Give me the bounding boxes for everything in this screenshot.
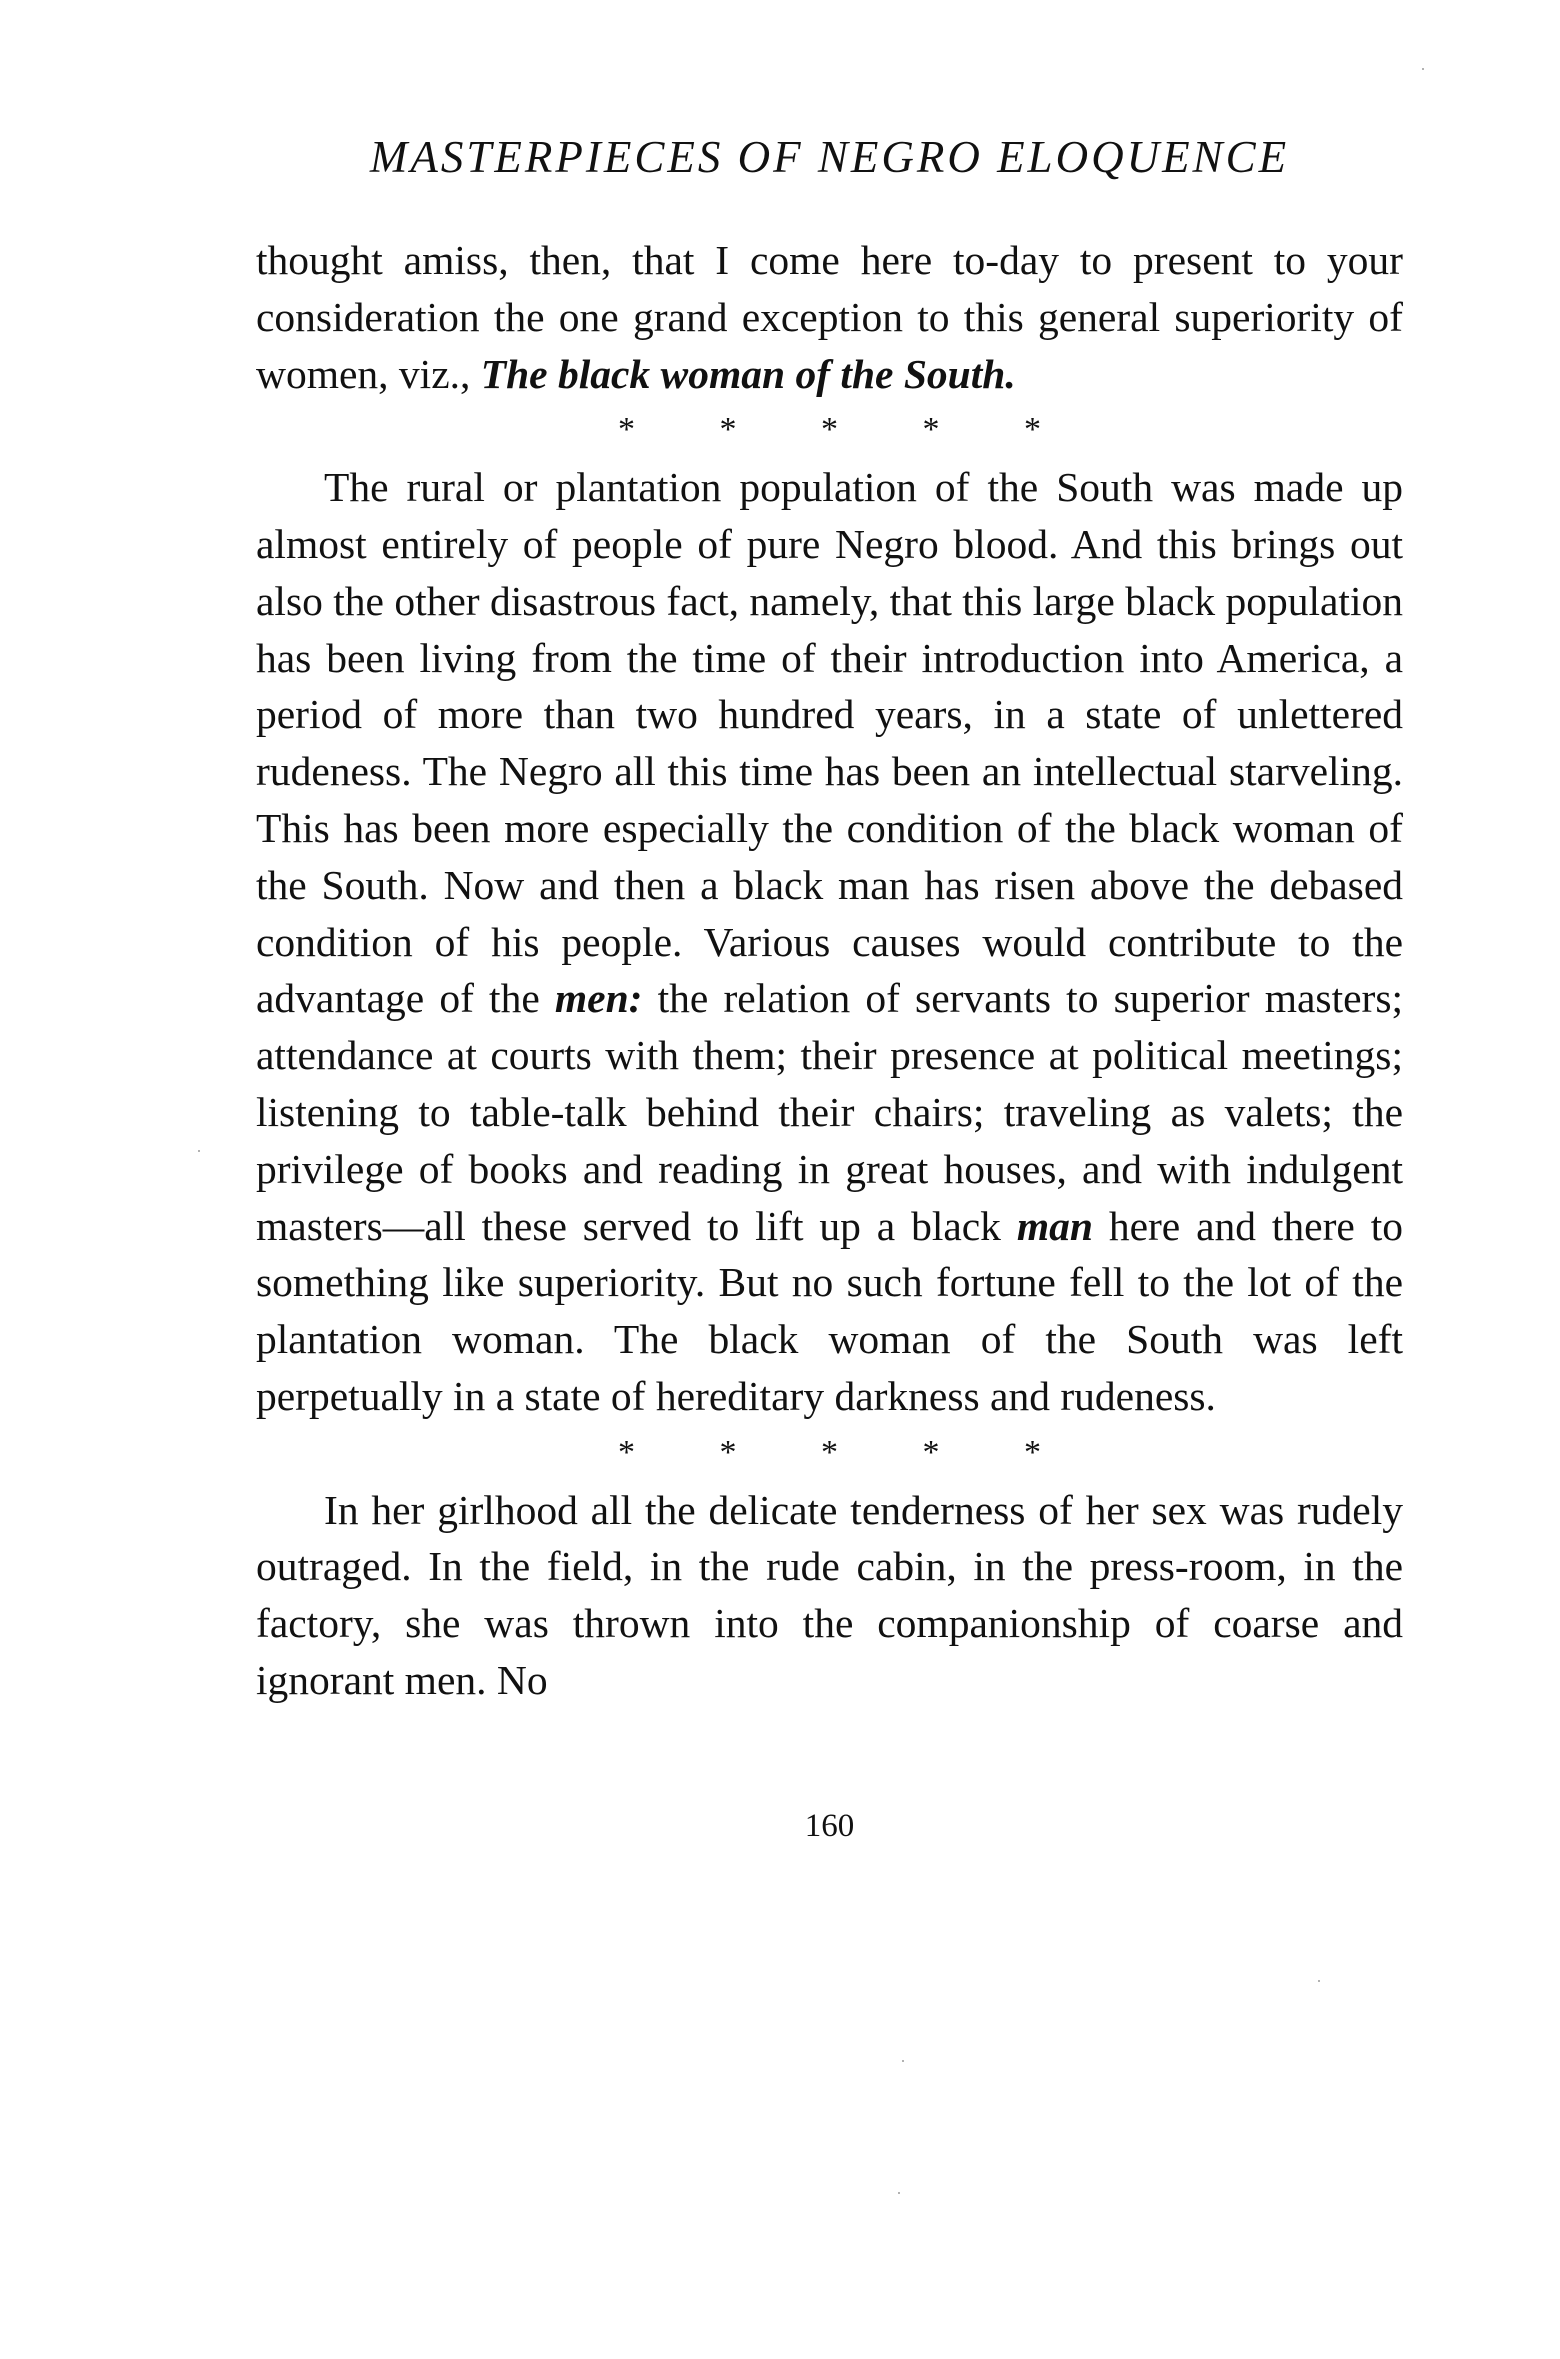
- running-head: MASTERPIECES OF NEGRO ELOQUENCE: [369, 132, 1290, 182]
- scan-speck: [898, 2192, 900, 2194]
- paragraph-text: the relation of servants to superior masters; attendance at courts with them; their presence at political meetings; listening to table-talk behind their chairs; traveling as valets; the privilege of books and reading in great houses, and with indulgent masters—all these served to lift up a black: [256, 975, 1404, 1249]
- page-number: 160: [804, 1808, 855, 1844]
- paragraph-plantation: [256, 459, 1403, 1425]
- paragraph-continued: [256, 232, 1403, 402]
- scan-speck: [1318, 1980, 1320, 1982]
- section-break-stars: * * * * *: [618, 1433, 1079, 1471]
- section-break-stars: * * * * *: [618, 411, 1079, 449]
- paragraph-girlhood: [256, 1482, 1403, 1709]
- emphasis-man: man: [1016, 1202, 1093, 1249]
- body-text: [256, 232, 1403, 1709]
- scan-speck: [902, 2060, 904, 2062]
- emphasis-men: men:: [554, 975, 643, 1022]
- scan-speck: [198, 1150, 200, 1152]
- scan-speck: [1422, 68, 1424, 70]
- emphasis-title: The black woman of the South.: [480, 350, 1016, 397]
- paragraph-text: thought amiss, then, that I come here to-day to present to your consideration the one grand exception to this general superiority of women, viz.,: [256, 237, 1403, 397]
- paragraph-text: here and there to something like superiority. But no such fortune fell to the lot of the plantation woman. The black woman of the South was left perpetually in a state of hereditary darkness and rudeness.: [256, 1202, 1403, 1419]
- paragraph-text: The rural or plantation population of the South was made up almost entirely of people of pure Negro blood. And this brings out also the other disastrous fact, namely, that this large black population has been living from the time of their introduction into America, a period of more than two hundred years, in a state of unlettered rudeness. The Negro all this time has been an intellectual starveling. This has been more especially the condition of the black woman of the South. Now and then a black man has risen above the debased condition of his people. Various causes would contribute to the advantage of the: [256, 464, 1403, 1022]
- paragraph-text: In her girlhood all the delicate tenderness of her sex was rudely outraged. In the field, in the rude cabin, in the press-room, in the factory, she was thrown into the companionship of coarse and ignorant men. No: [256, 1486, 1403, 1703]
